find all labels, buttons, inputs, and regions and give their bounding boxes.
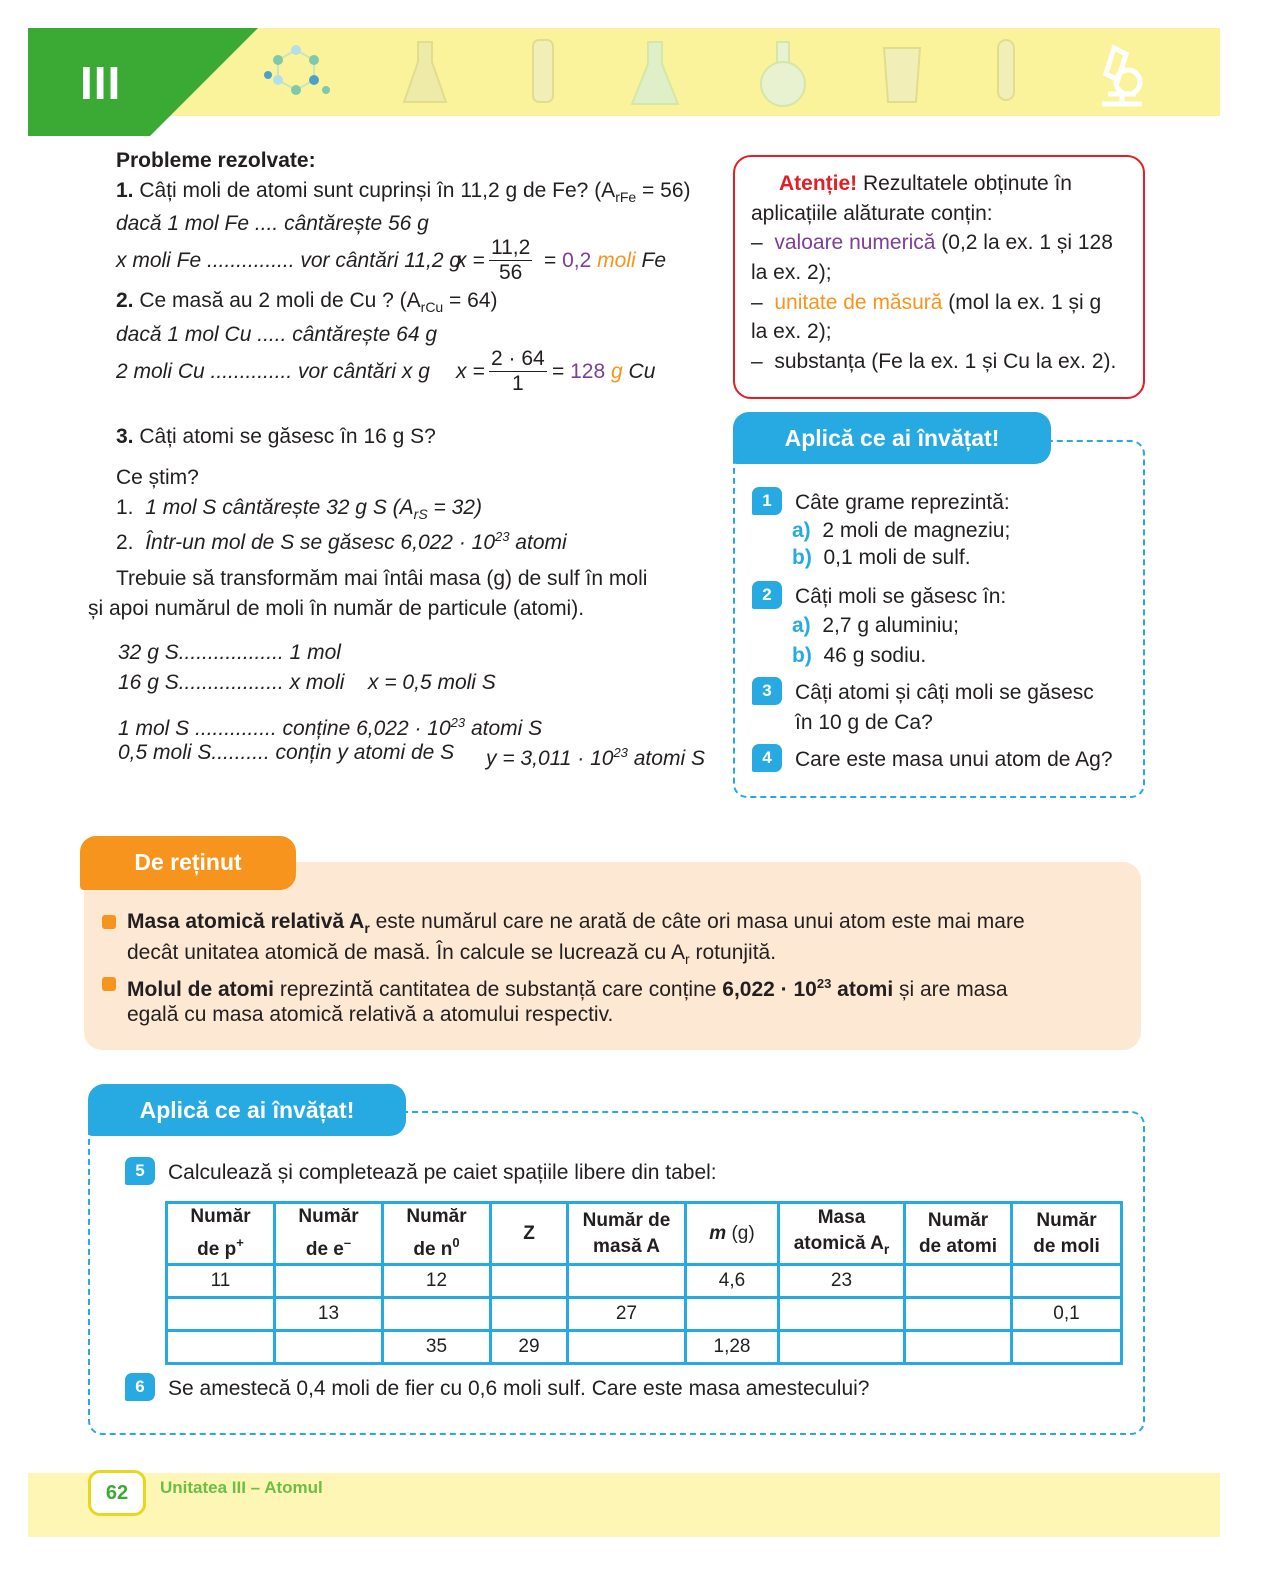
exercise-3-line-2: în 10 g de Ca?: [795, 711, 933, 734]
table-cell: 12: [383, 1265, 491, 1298]
header-atom-count: Număr de atomi: [905, 1203, 1012, 1265]
table-cell: [275, 1265, 383, 1298]
exercise-1b: b) 0,1 moli de sulf.: [792, 546, 971, 569]
problem-1-fraction: $\frac{11,2}{56}$: [491, 236, 531, 284]
attention-bullet-2-cont: la ex. 2);: [751, 320, 832, 343]
problem-1-question: 1. Câți moli de atomi sunt cuprinși în 11,2 g de Fe? $(A_{rFe} = 56)$: [116, 179, 691, 205]
problem-3-paragraph-2: și apoi numărul de moli în număr de particule (atomi).: [88, 597, 585, 620]
problem-3-paragraph-1: Trebuie să transformăm mai întâi masa (g) de sulf în moli: [116, 567, 648, 590]
footer-unit-title: Unitatea III – Atomul: [160, 1478, 323, 1497]
exercise-6-badge: 6: [125, 1373, 155, 1401]
remember-item-1-line-1: Masa atomică relativă $A_r$ este numărul care ne arată de câte ori masa unui atom este mai mare: [127, 910, 1025, 936]
problem-3-calc-4-result: $y = 3,011 \cdot 10^{23}$ atomi S: [486, 745, 705, 770]
problem-2-line-1: dacă 1 mol Cu ..... cântărește 64 g: [116, 323, 438, 346]
table-cell: [568, 1331, 686, 1364]
exercise-3-line-1: Câți atomi și câți moli se găsesc: [795, 681, 1094, 704]
remember-item-2-line-1: Molul de atomi reprezintă cantitatea de substanță care conține $6,022 \cdot 10^{23}$ atomi și are masa: [127, 976, 1008, 1001]
header-z: Z: [491, 1203, 568, 1265]
table-cell: [491, 1265, 568, 1298]
problem-1-x-equals: x =: [456, 249, 485, 272]
exercise-1-text: Câte grame reprezintă:: [795, 491, 1010, 514]
table-cell: [1012, 1331, 1122, 1364]
table-cell: [1012, 1265, 1122, 1298]
remember-bullet-1: [102, 915, 116, 929]
chapter-number: III: [80, 57, 122, 109]
solved-title: Probleme rezolvate:: [116, 149, 316, 172]
problem-3-calc-3: 1 mol S .............. conține $6,022 \cdot 10^{23}$ atomi S: [118, 715, 543, 740]
remember-bullet-2: [102, 977, 116, 991]
table-cell: [779, 1298, 905, 1331]
table-cell: [568, 1265, 686, 1298]
page-number: 62: [88, 1470, 146, 1516]
table-cell: 4,6: [686, 1265, 779, 1298]
exercise-4-badge: 4: [752, 744, 782, 772]
problem-3-known-1: 1. 1 mol S cântărește 32 g S $(A_{rS} = 32)$: [116, 496, 482, 522]
exercise-5-table: [165, 1201, 1123, 1365]
beaker-icon: [880, 42, 924, 108]
header-atomic-mass: Masa atomică $A_r$: [779, 1203, 905, 1265]
table-cell: [383, 1298, 491, 1331]
exercise-6-text: Se amestecă 0,4 moli de fier cu 0,6 moli sulf. Care este masa amestecului?: [168, 1377, 870, 1400]
table-cell: 0,1: [1012, 1298, 1122, 1331]
apply-2-title: Aplică ce ai învățat!: [88, 1084, 406, 1136]
apply-1-title: Aplică ce ai învățat!: [733, 412, 1051, 464]
attention-line-2: aplicațiile alăturate conțin:: [751, 202, 993, 225]
table-row: [167, 1265, 1122, 1298]
table-cell: 29: [491, 1331, 568, 1364]
problem-2-x-equals: x =: [456, 360, 485, 383]
table-cell: [275, 1331, 383, 1364]
erlenmeyer-icon: [628, 38, 682, 110]
problem-3-calc-4: 0,5 moli S.......... conțin y atomi de S: [118, 741, 455, 764]
exercise-2-badge: 2: [752, 581, 782, 609]
problem-2-fraction: $\frac{2 \cdot 64}{1}$: [491, 347, 545, 395]
table-cell: [491, 1298, 568, 1331]
problem-1-result: = 0,2 moli Fe: [544, 249, 667, 272]
header-mass-grams: m (g): [686, 1203, 779, 1265]
attention-bullet-3: – substanța (Fe la ex. 1 și Cu la ex. 2).: [751, 350, 1117, 373]
problem-3-calc-2: 16 g S.................. x moli: [118, 671, 345, 694]
test-tube-icon: [988, 36, 1024, 106]
exercise-5-text: Calculează și completează pe caiet spațiile libere din tabel:: [168, 1161, 717, 1184]
remember-item-1-line-2: decât unitatea atomică de masă. În calcule se lucrează cu $A_r$ rotunjită.: [127, 941, 777, 967]
table-cell: [686, 1298, 779, 1331]
microscope-icon: [1088, 38, 1152, 110]
exercise-5-badge: 5: [125, 1157, 155, 1185]
table-row: [167, 1298, 1122, 1331]
problem-1-line-2: x moli Fe ............... vor cântări 11,2 g: [116, 249, 462, 272]
flask-icon: [400, 38, 450, 110]
problem-3-know: Ce știm?: [116, 466, 199, 489]
problem-2-question: 2. Ce masă au 2 moli de Cu ? $(A_{rCu} = 64)$: [116, 289, 498, 315]
header-protons: Număr de p+: [167, 1203, 275, 1265]
table-cell: [167, 1331, 275, 1364]
problem-1-line-1: dacă 1 mol Fe .... cântărește 56 g: [116, 212, 429, 235]
exercise-2a: a) 2,7 g aluminiu;: [792, 614, 959, 637]
attention-bullet-1-cont: la ex. 2);: [751, 261, 832, 284]
exercise-4-text: Care este masa unui atom de Ag?: [795, 748, 1113, 771]
exercise-3-badge: 3: [752, 677, 782, 705]
table-cell: 23: [779, 1265, 905, 1298]
exercise-1a: a) 2 moli de magneziu;: [792, 519, 1011, 542]
table-cell: 35: [383, 1331, 491, 1364]
table-cell: 13: [275, 1298, 383, 1331]
table-cell: 11: [167, 1265, 275, 1298]
exercise-1-badge: 1: [752, 487, 782, 515]
problem-3-question: 3. Câți atomi se găsesc în 16 g S?: [116, 425, 436, 448]
attention-bullet-2: – unitate de măsură (mol la ex. 1 și g: [751, 291, 1102, 314]
problem-3-known-2: 2. Într-un mol de S se găsesc $6,022 \cdot 10^{23}$ atomi: [116, 529, 567, 554]
problem-2-line-2: 2 moli Cu .............. vor cântări x g: [116, 360, 430, 383]
table-header-row: [167, 1203, 1122, 1265]
table-cell: [905, 1298, 1012, 1331]
table-cell: [779, 1331, 905, 1364]
exercise-2b: b) 46 g sodiu.: [792, 644, 927, 667]
table-cell: [905, 1331, 1012, 1364]
header-electrons: Număr de e–: [275, 1203, 383, 1265]
header-mass-number: Număr de masă A: [568, 1203, 686, 1265]
remember-title: De reținut: [80, 836, 296, 890]
molecule-icon: [258, 40, 338, 110]
problem-3-calc-1: 32 g S.................. 1 mol: [118, 641, 341, 664]
attention-line-1: Atenție! Rezultatele obținute în: [779, 172, 1072, 195]
attention-bullet-1: – valoare numerică (0,2 la ex. 1 și 128: [751, 231, 1113, 254]
chapter-tab: [28, 28, 258, 136]
table-row: [167, 1331, 1122, 1364]
thermometer-icon: [525, 36, 561, 110]
problem-2-result: = 128 g Cu: [552, 360, 656, 383]
remember-item-2-line-2: egală cu masa atomică relativă a atomului respectiv.: [127, 1003, 614, 1026]
header-mole-count: Număr de moli: [1012, 1203, 1122, 1265]
table-cell: [167, 1298, 275, 1331]
header-neutrons: Număr de $n^0$: [383, 1203, 491, 1265]
problem-3-calc-2-result: x = 0,5 moli S: [368, 671, 496, 694]
table-cell: [905, 1265, 1012, 1298]
table-cell: 1,28: [686, 1331, 779, 1364]
exercise-2-text: Câți moli se găsesc în:: [795, 585, 1007, 608]
table-cell: 27: [568, 1298, 686, 1331]
round-flask-icon: [755, 38, 811, 110]
